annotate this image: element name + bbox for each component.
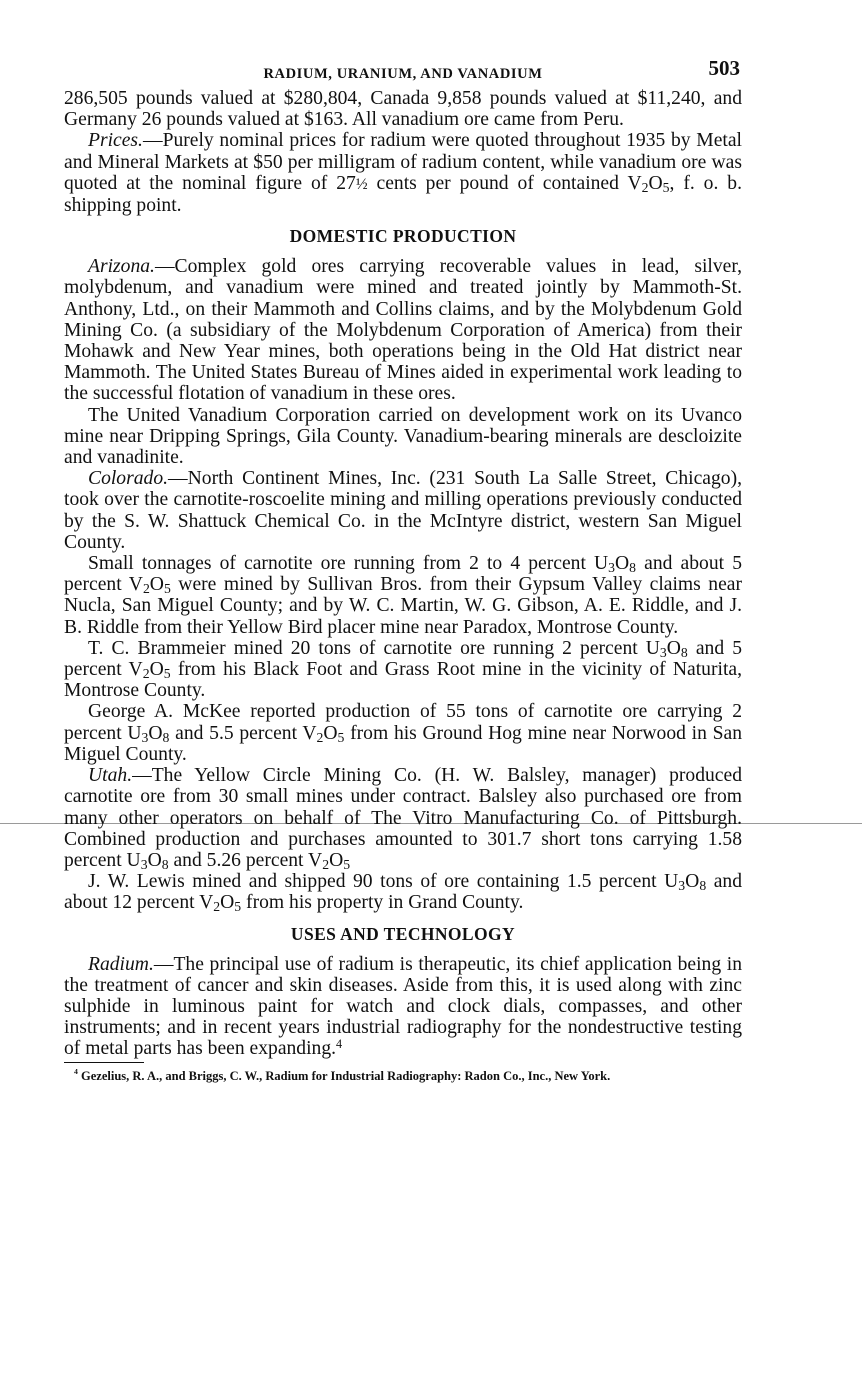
paragraph-mckee: George A. McKee reported production of 55 tons of carnotite ore carrying 2 percent $U_3O_8$ and 5.5 percent $V_2O_5$ from his Ground Hog mine near Norwood in San Miguel County. <box>64 701 743 765</box>
footnote: $^4$ Gezelius, R. A., and Briggs, C. W., Radium for Industrial Radiography: Radon Co., Inc., New York. <box>74 1066 611 1083</box>
paragraph-brammeier: T. C. Brammeier mined 20 tons of carnotite ore running 2 percent $U_3O_8$ and 5 percent $V_2O_5$ from his Black Foot and Grass Root mine in the vicinity of Naturita, Montrose County. <box>64 637 742 702</box>
paragraph-lewis: J. W. Lewis mined and shipped 90 tons of ore containing 1.5 percent $U_3O_8$ and about 12 percent $V_2O_5$ from his property in Grand County. <box>64 871 742 915</box>
page-header <box>64 58 742 88</box>
running-head: RADIUM, URANIUM, AND VANADIUM <box>263 66 543 82</box>
section-heading-domestic: DOMESTIC PRODUCTION <box>289 226 517 247</box>
lead-colorado: Colorado. <box>88 468 169 490</box>
footnote-mark: 4 <box>74 1066 78 1076</box>
lead-radium: Radium. <box>88 953 154 975</box>
page-number: 503 <box>708 56 740 80</box>
paragraph-arizona: Arizona.—Complex gold ores carrying recoverable values in lead, silver, molybdenum, and vanadium were mined and treated jointly by Mammoth-St. Anthony, Ltd., on their Mammoth and Collins claims, and by the Molybdenum Gold Mining Co. (a subsidiary of the Molybdenum Corporation of America) from their Mohawk and New Year mines, both operations being in the Old Hat district near Mammoth. The United States Bureau of Mines aided in experimental work leading to the successful flotation of vanadium in these ores. <box>64 256 742 405</box>
footnote-reference: 4 <box>336 1037 343 1052</box>
paragraph-radium: Radium.—The principal use of radium is therapeutic, its chief application being in the treatment of cancer and skin diseases. Aside from this, it is used along with zinc sulphide in luminous paint for watch and clock dials, compasses, and other instruments; and in recent years industrial radiography for the nondestructive testing of metal parts has been expanding.$^4$ <box>64 953 742 1060</box>
paragraph-utah: Utah.—The Yellow Circle Mining Co. (H. W. Balsley, manager) produced carnotite ore from 30 small mines under contract. Balsley also purchased ore from many other operators on behalf of The Vitro Manufacturing Co. of Pittsburgh. Combined production and purchases amounted to 301.7 short tons carrying 1.58 percent $U_3O_8$ and 5.26 percent $V_2O_5$ <box>64 765 742 872</box>
section-heading-uses: USES AND TECHNOLOGY <box>290 923 516 944</box>
paragraph-small-tonnages: Small tonnages of carnotite ore running from 2 to 4 percent $U_3O_8$ and about 5 percent $V_2O_5$ were mined by Sullivan Bros. from their Gypsum Valley claims near Nucla, San Miguel County; and by W. C. Martin, W. G. Gibson, A. E. Riddle, and J. B. Riddle from their Yellow Bird placer mine near Paradox, Montrose County. <box>64 553 742 638</box>
document-page <box>64 58 742 1084</box>
footnote-rule <box>64 1062 144 1063</box>
paragraph-uvanco: The United Vanadium Corporation carried on development work on its Uvanco mine near Dripping Springs, Gila County. Vanadium-bearing minerals are descloizite and vanadinite. <box>64 404 742 469</box>
lead-utah: Utah. <box>88 765 133 787</box>
paragraph-continuation: 286,505 pounds valued at $280,804, Canada 9,858 pounds valued at $11,240, and Germany 26 pounds valued at $163. All vanadium ore came from Peru. <box>64 88 742 131</box>
paragraph-prices: Prices.—Purely nominal prices for radium were quoted throughout 1935 by Metal and Mineral Markets at $50 per milligram of radium content, while vanadium ore was quoted at the nominal figure of 27½ cents per pound of contained $V_2O_5$, f. o. b. shipping point. <box>64 130 742 217</box>
lead-prices: Prices. <box>88 130 143 152</box>
paragraph-colorado: Colorado.—North Continent Mines, Inc. (231 South La Salle Street, Chicago), took over the carnotite-roscoelite mining and milling operations previously conducted by the S. W. Shattuck Chemical Co. in the McIntyre district, western San Miguel County. <box>64 468 742 553</box>
lead-arizona: Arizona. <box>88 256 155 278</box>
